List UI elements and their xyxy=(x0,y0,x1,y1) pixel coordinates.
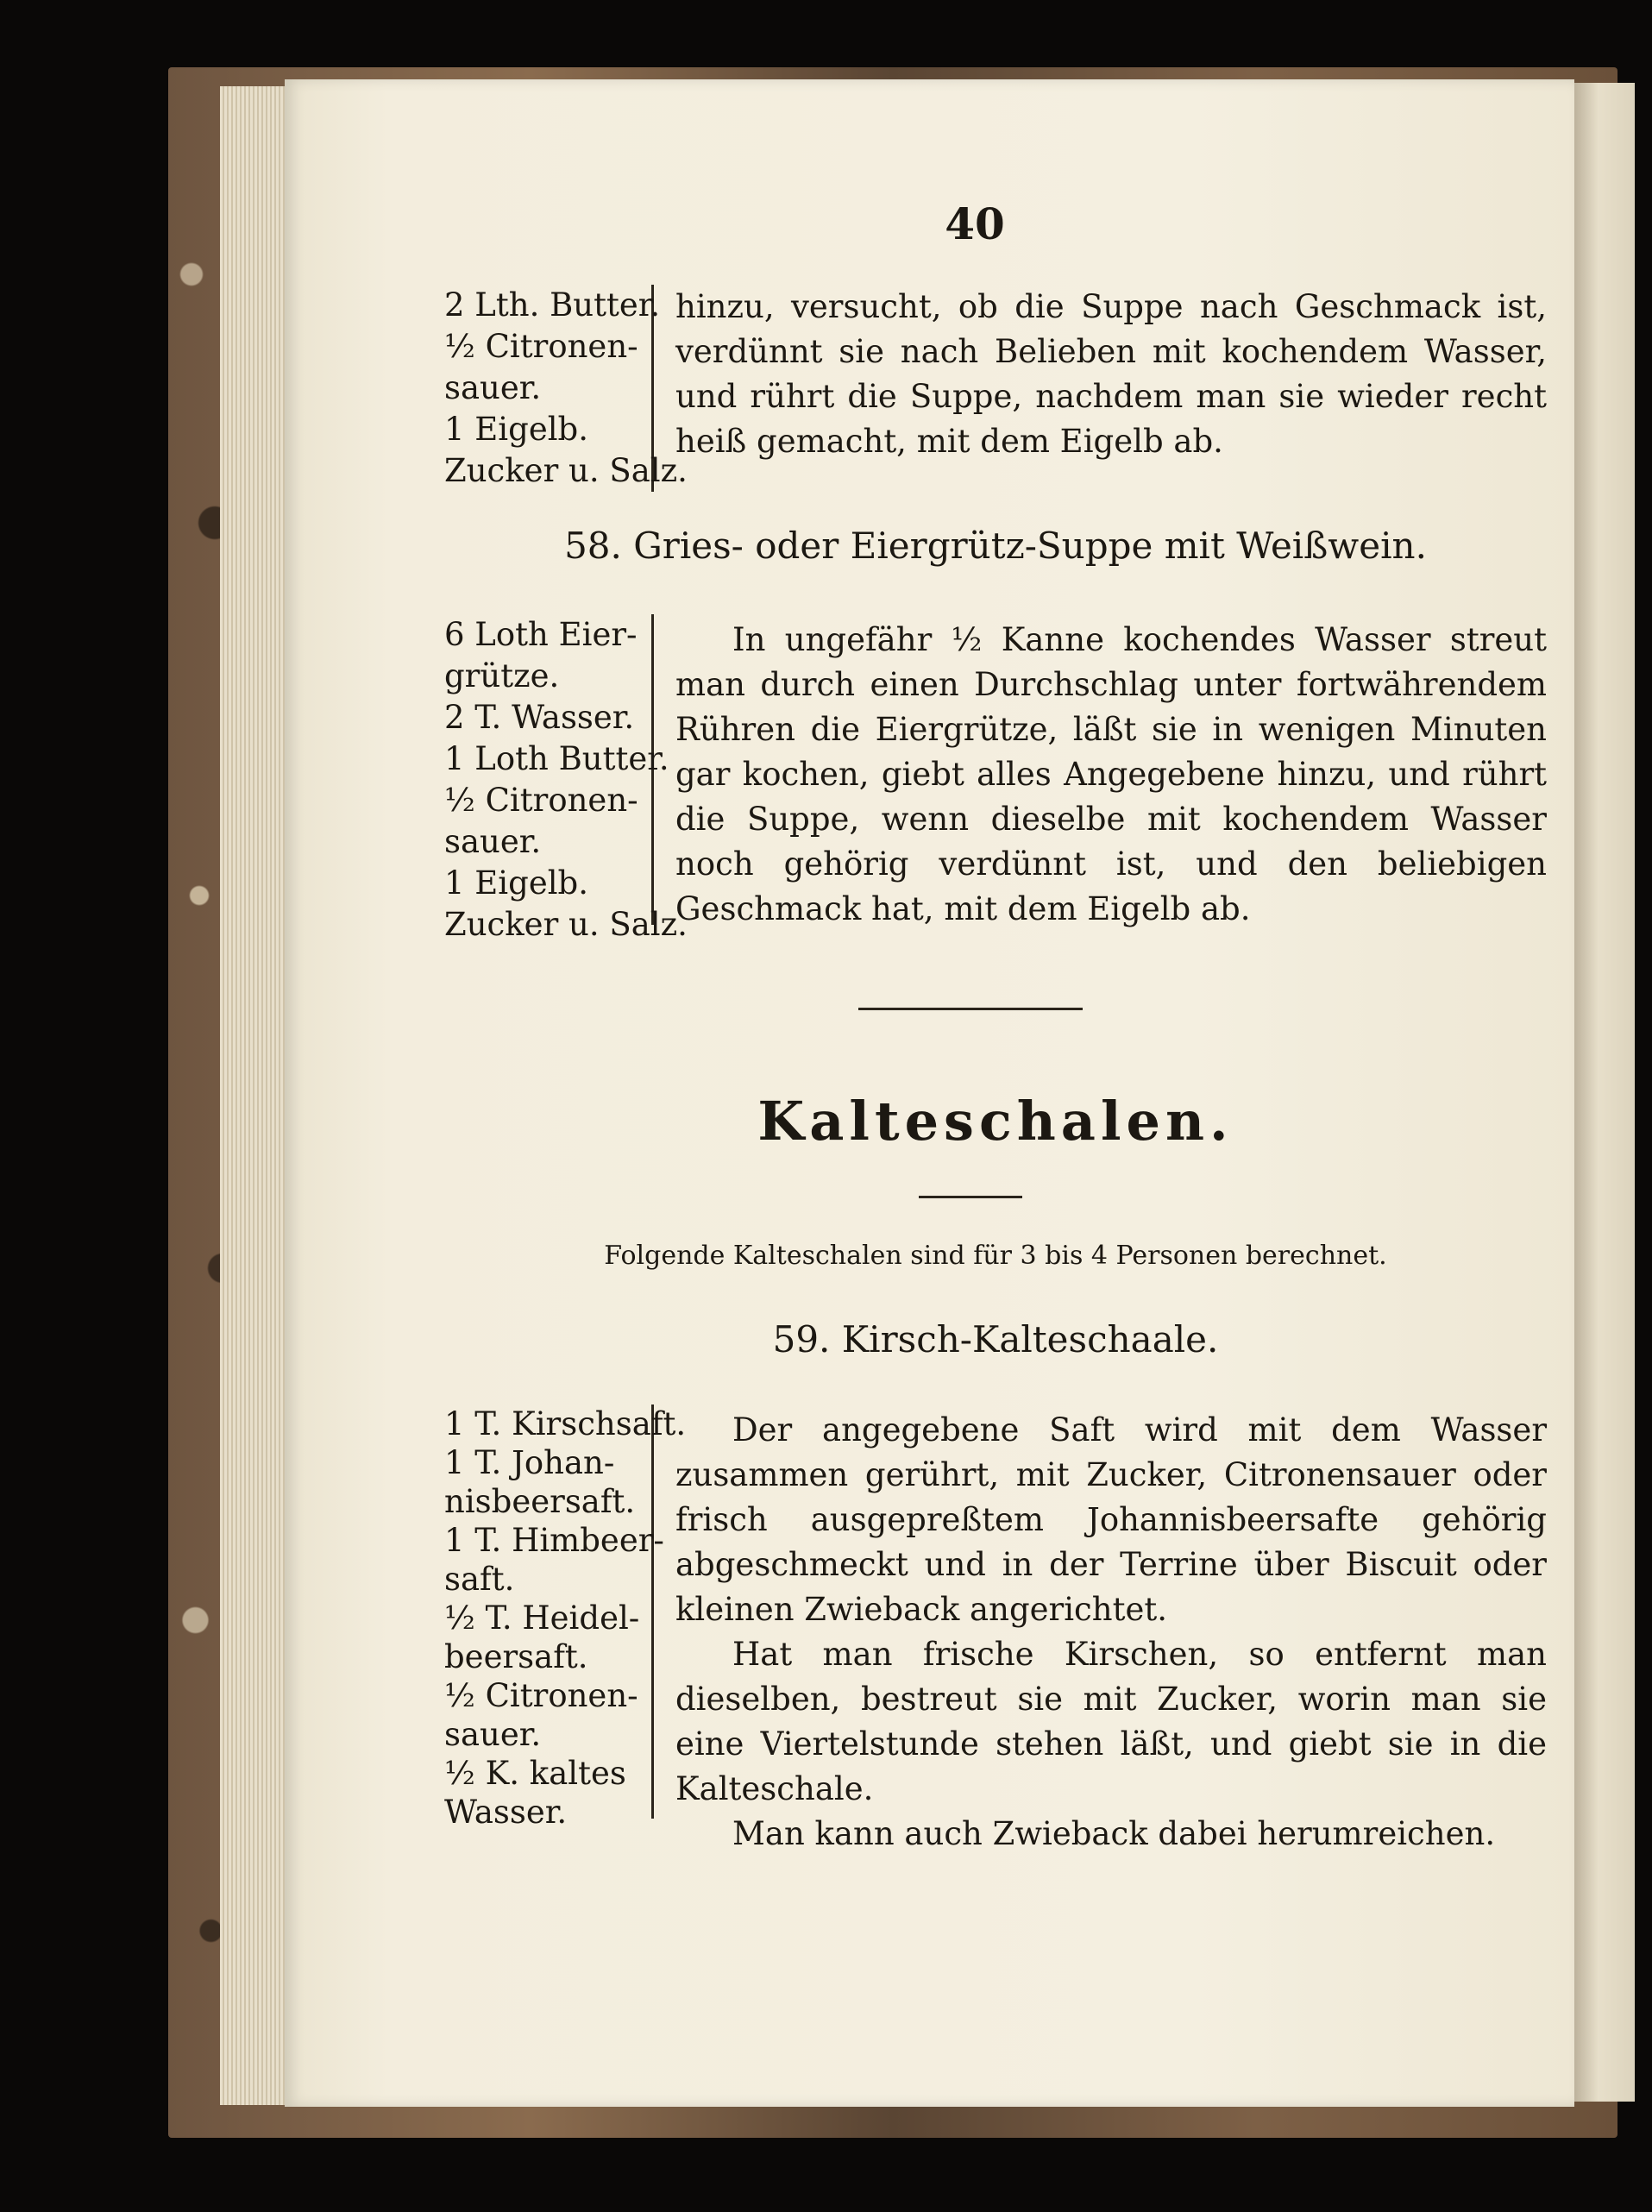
ingredient: saft. xyxy=(444,1561,515,1598)
page-edges xyxy=(220,86,289,2105)
ingredient: 2 T. Wasser. xyxy=(444,699,635,736)
section-note: Folgende Kalteschalen sind für 3 bis 4 Personen berechnet. xyxy=(604,1241,1387,1271)
ingredient: sauer. xyxy=(444,369,542,406)
recipe-instructions xyxy=(675,285,1547,464)
ingredient: 1 Eigelb. xyxy=(444,864,589,902)
ingredient-list xyxy=(444,614,688,943)
recipe-58-title: 58. Gries- oder Eiergrütz-Suppe mit Weißwein. xyxy=(564,525,1427,567)
ingredient: 1 Eigelb. xyxy=(444,411,589,448)
ingredient: 6 Loth Eier- xyxy=(444,616,638,653)
ingredient: 1 Loth Butter. xyxy=(444,740,669,777)
recipe-instructions xyxy=(675,618,1547,932)
ingredient: ½ T. Heidel- xyxy=(444,1599,640,1637)
facing-page-edge xyxy=(1574,83,1635,2102)
instruction-paragraph: Hat man frische Kirschen, so entfernt man dieselben, bestreut sie mit Zucker, worin man sie eine Viertelstunde stehen läßt, und giebt sie in die Kalteschale. xyxy=(675,1636,1547,1807)
ingredient: sauer. xyxy=(444,823,542,860)
ingredient: ½ K. kaltes xyxy=(444,1755,626,1792)
section-title: Kalteschalen. xyxy=(757,1090,1234,1153)
ingredient: grütze. xyxy=(444,657,560,694)
recipe-59-title: 59. Kirsch-Kalteschaale. xyxy=(772,1318,1219,1361)
ingredient: Wasser. xyxy=(444,1794,568,1831)
instruction-paragraph: Man kann auch Zwieback dabei herumreichen. xyxy=(732,1815,1496,1852)
ingredient-list xyxy=(444,1404,687,1831)
ingredient: 1 T. Johan- xyxy=(444,1444,615,1481)
ingredient: 1 T. Kirschsaft. xyxy=(444,1405,687,1442)
ingredient: sauer. xyxy=(444,1716,542,1753)
page-number: 40 xyxy=(945,198,1005,249)
ingredient: 2 Lth. Butter. xyxy=(444,286,661,324)
ingredient: ½ Citronen- xyxy=(444,782,638,819)
title-underline xyxy=(919,1196,1022,1198)
ingredient: nisbeersaft. xyxy=(444,1483,636,1520)
instruction-paragraph: In ungefähr ½ Kanne kochendes Wasser streut man durch einen Durchschlag unter fortwährendem Rühren die Eiergrütze, läßt sie in wenigen Minuten gar kochen, giebt alles Angegebene hinzu, und rührt die Suppe, wenn dieselbe mit kochendem Wasser noch gehörig verdünnt ist, und den beliebigen Geschmack hat, mit dem Eigelb ab. xyxy=(675,621,1547,927)
ingredient: ½ Citronen- xyxy=(444,328,638,365)
ingredient: Zucker u. Salz. xyxy=(444,906,688,943)
ingredient-list xyxy=(444,285,688,492)
ingredient: ½ Citronen- xyxy=(444,1677,638,1714)
ingredient: beersaft. xyxy=(444,1638,588,1675)
section-divider xyxy=(858,1008,1083,1010)
ingredient: 1 T. Himbeer- xyxy=(444,1522,664,1559)
ingredient: Zucker u. Salz. xyxy=(444,452,688,489)
instruction-paragraph: Der angegebene Saft wird mit dem Wasser zusammen gerührt, mit Zucker, Citronensauer oder frisch ausgepreßtem Johannisbeersafte gehörig abgeschmeckt und in der Terrine über Biscuit oder kleinen Zwieback angerichtet. xyxy=(675,1411,1547,1628)
instruction-paragraph: hinzu, versucht, ob die Suppe nach Geschmack ist, verdünnt sie nach Belieben mit kochendem Wasser, und rührt die Suppe, nachdem man sie wieder recht heiß gemacht, mit dem Eigelb ab. xyxy=(675,288,1547,460)
recipe-instructions xyxy=(675,1408,1547,1857)
